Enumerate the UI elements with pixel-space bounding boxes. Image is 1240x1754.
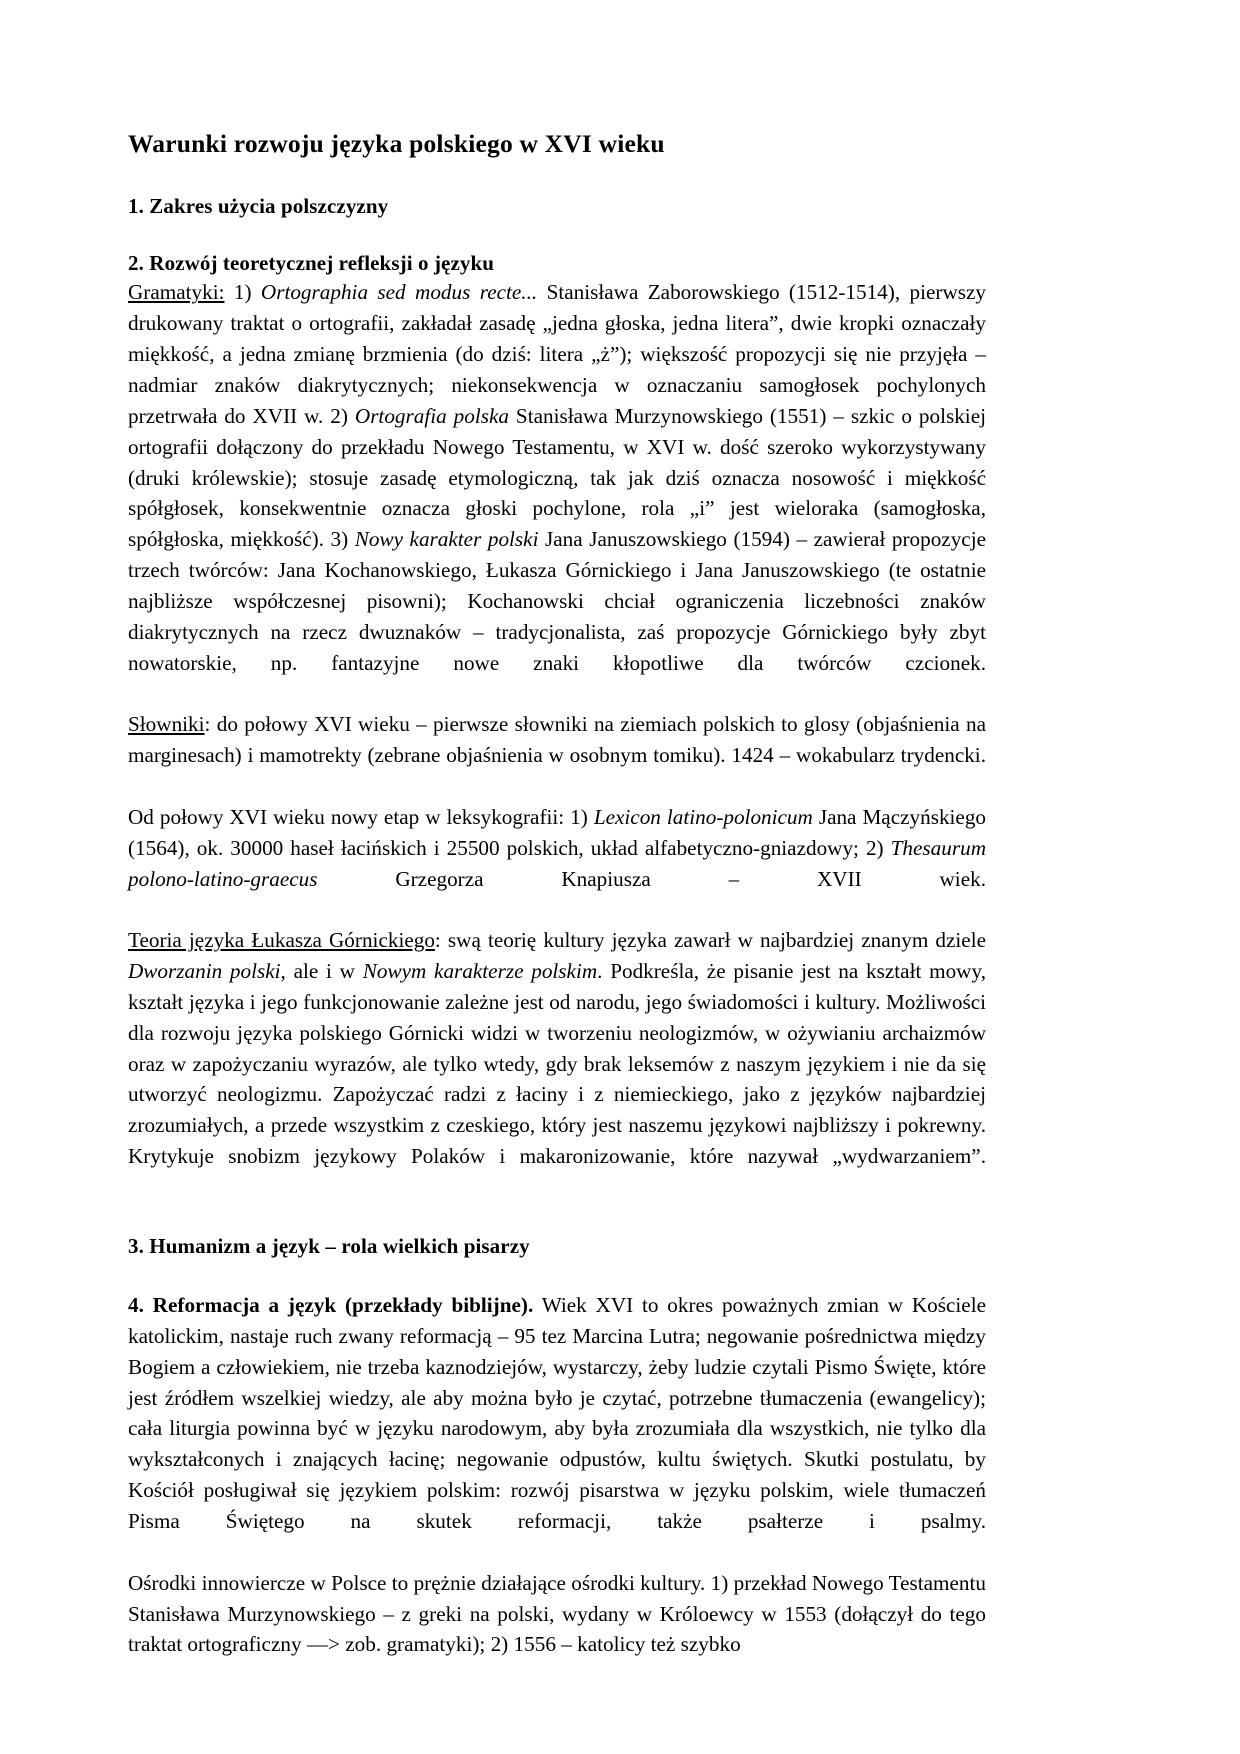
section-heading-1: 1. Zakres użycia polszczyzny: [128, 193, 389, 218]
work-title-thesaurum: Thesaurum polono-latino-graecus: [128, 835, 986, 891]
leksykografia-text-b: Jana Mączyńskiego (1564), ok. 30000 haseł łacińskich i 25500 polskich, układ alfabetyczno-gniazdowy; 2): [128, 804, 987, 860]
paragraph-osrodki: [128, 1568, 986, 1661]
work-title-nowy-karakter-polskim: Nowym karakterze polskim: [362, 959, 598, 984]
section-heading-4: 4. Reformacja a język (przekłady biblijne).: [128, 1293, 534, 1318]
work-title-dworzanin-polski: Dworzanin polski: [128, 959, 281, 984]
gramatyki-text-b: Stanisława Murzynowskiego (1551) – szkic o polskiej ortografii dołączony do przekładu Nowego Testamentu, w XVI w. dość szeroko wykorzystywany (druki królewskie); stosuje zasadę etymologiczną, tak jak dziś oznacza nosowość i miękkość spółgłosek, konsekwentnie oznacza głoski pochylone, rola „i” jest wieloraka (samogłoska, spółgłoska, miękkość). 3): [128, 403, 986, 552]
spacer: [128, 1260, 986, 1290]
spacer: [128, 160, 986, 193]
gramatyki-label: Gramatyki:: [128, 280, 225, 305]
teoria-text-c: . Podkreśla, że pisanie jest na kształt mowy, kształt języka i jego funkcjonowanie zależne jest od narodu, jego świadomości i kultury. Możliwości dla rozwoju języka polskiego Górnicki widzi w tworzeniu neologizmów, w ożywianiu archaizmów oraz w zapożyczaniu wyrazów, ale tylko wtedy, gdy brak leksemów z naszym językiem i nie da się utworzyć neologizmu. Zapożyczać radzi z łaciny i z niemieckiego, jako z języków najbardziej zrozumiałych, a przede wszystkim z czeskiego, który jest naszemu językowi najbliższy i pokrewny. Krytykuje snobizm językowy Polaków i makaronizowanie, które nazywał „wydwarzaniem”.: [128, 959, 986, 1169]
leksykografia-text-a: Od połowy XVI wieku nowy etap w leksykografii: 1): [128, 804, 594, 829]
paragraph-gramatyki: [128, 277, 986, 709]
paragraph-slowniki: [128, 709, 986, 802]
gramatyki-text-a: Stanisława Zaborowskiego (1512-1514), pierwszy drukowany traktat o ortografii, zakładał zasadę „jedna głoska, jedna litera”, dwie kropki oznaczały miękkość, a jedna zmianę brzmienia (do dziś: litera „ż”); większość propozycji się nie przyjęła – nadmiar znaków diakrytycznych; niekonsekwencja w oznaczaniu samogłosek pochylonych przetrwała do XVII w. 2): [128, 280, 986, 428]
slowniki-label: Słowniki: [128, 712, 205, 737]
work-title-nowy-karakter-polski: Nowy karakter polski: [354, 527, 539, 552]
osrodki-text: Ośrodki innowiercze w Polsce to prężnie działające ośrodki kultury. 1) przekład Nowego Testamentu Stanisława Murzynowskiego – z greki na polski, wydany w Króloewcy w 1553 (dołączył do tego traktat ortograficzny —> zob. gramatyki); 2) 1556 – katolicy też szybko: [128, 1570, 986, 1657]
work-title-ortografia-polska: Ortografia polska: [354, 403, 509, 428]
leksykografia-text-c: Grzegorza Knapiusza – XVII wiek.: [317, 866, 986, 891]
spacer: [128, 220, 986, 250]
teoria-text-b: , ale i w: [280, 959, 363, 984]
page-title: Warunki rozwoju języka polskiego w XVI wieku: [128, 129, 665, 158]
spacer: [128, 1203, 986, 1233]
paragraph-teoria-jezyka: [128, 925, 986, 1203]
section-heading-3: 3. Humanizm a język – rola wielkich pisarzy: [128, 1233, 530, 1258]
work-title-ortographia: Ortographia sed modus recte...: [260, 280, 538, 305]
paragraph-leksykografia: [128, 802, 986, 925]
section-heading-2: 2. Rozwój teoretycznej refleksji o języku: [128, 251, 495, 276]
work-title-lexicon: Lexicon latino-polonicum: [593, 804, 813, 829]
document-content: [128, 128, 986, 1660]
teoria-text-a: : swą teorię kultury języka zawarł w najbardziej znanym dziele: [434, 928, 986, 953]
gramatyki-item1-number: 1): [224, 280, 261, 305]
paragraph-reformacja: [128, 1290, 986, 1568]
slowniki-text: : do połowy XVI wieku – pierwsze słowniki na ziemiach polskich to glosy (objaśnienia na marginesach) i mamotrekty (zebrane objaśnienia w osobnym tomiku). 1424 – wokabularz trydencki.: [128, 712, 986, 768]
teoria-label: Teoria języka Łukasza Górnickiego: [128, 928, 435, 953]
gramatyki-text-c: Jana Januszowskiego (1594) – zawierał propozycje trzech twórców: Jana Kochanowskiego, Łukasza Górnickiego i Jana Januszowskiego (te ostatnie najbliższe współczesnej pisowni); Kochanowski chciał ograniczenia liczebności znaków diakrytycznych na rzecz dwuznaków – tradycjonalista, zaś propozycje Górnickiego były zbyt nowatorskie, np. fantazyjne nowe znaki kłopotliwe dla twórców czcionek.: [128, 527, 986, 675]
reformacja-text: Wiek XVI to okres poważnych zmian w Kościele katolickim, nastaje ruch zwany reformacją – 95 tez Marcina Lutra; negowanie pośrednictwa między Bogiem a człowiekiem, nie trzeba kaznodziejów, wystarczy, żeby ludzie czytali Pismo Święte, które jest źródłem wszelkiej wiedzy, ale aby można było je czytać, potrzebne tłumaczenia (ewangelicy); cała liturgia powinna być w języku narodowym, aby była zrozumiała dla wszystkich, nie tylko dla wykształconych i znających łacinę; negowanie odpustów, kultu świętych. Skutki postulatu, by Kościół posługiwał się językiem polskim: rozwój pisarstwa w języku polskim, wiele tłumaczeń Pisma Świętego na skutek reformacji, także psałterze i psalmy.: [128, 1293, 987, 1533]
